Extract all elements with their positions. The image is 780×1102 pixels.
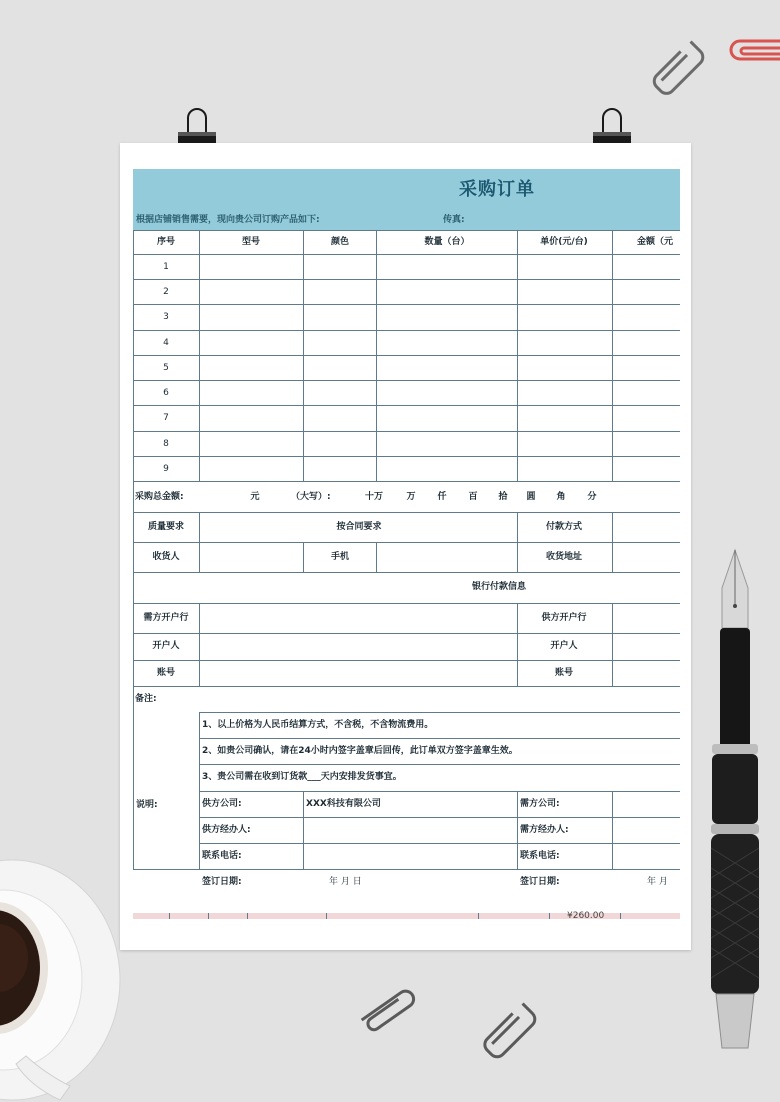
account-holder-label-supplier: 开户人: [550, 641, 578, 651]
red-paper-clip-icon: [728, 38, 780, 66]
fountain-pen-image: [700, 548, 770, 1060]
table-rule: [133, 456, 680, 457]
table-rule: [169, 913, 170, 919]
table-rule: [517, 230, 518, 482]
coffee-cup-image: [0, 820, 122, 1102]
total-capital-label: （大写）:: [291, 492, 331, 502]
address-label: 收货地址: [545, 552, 583, 562]
table-rule: [200, 764, 680, 765]
supplier-bank-label: 供方开户行: [541, 613, 587, 623]
table-rule: [133, 254, 680, 255]
table-rule: [133, 279, 680, 280]
bank-info-title: 银行付款信息: [471, 582, 527, 592]
table-rule: [133, 603, 680, 604]
fax-label: 传真:: [443, 215, 465, 225]
table-rule: [199, 230, 200, 482]
table-rule: [620, 913, 621, 919]
account-holder-label: 开户人: [152, 641, 180, 651]
table-rule: [612, 603, 613, 687]
table-rule: [133, 660, 680, 661]
buyer-agent-label: 需方经办人:: [520, 825, 569, 835]
unit-fen: 分: [587, 492, 597, 502]
total-amount-label: 采购总金额:: [135, 492, 184, 502]
buyer-bank-label: 需方开户行: [143, 613, 189, 623]
unit-hundred: 百: [468, 492, 478, 502]
table-rule: [133, 230, 680, 231]
note-item: 1、以上价格为人民币结算方式，不含税，不含物流费用。: [202, 720, 434, 730]
table-rule: [200, 738, 680, 739]
note-item: 3、贵公司需在收到订货款___天内安排发货事宜。: [202, 772, 402, 782]
supplier-company-value: XXX科技有限公司: [306, 799, 381, 809]
table-rule: [199, 512, 200, 573]
note-item: 2、如贵公司确认，请在24小时内签字盖章后回传，此订单双方签字盖章生效。: [202, 746, 518, 756]
row-number: 4: [163, 338, 169, 348]
unit-ten-thousand: 万: [406, 492, 416, 502]
total-yuan: 元: [250, 492, 260, 502]
row-number: 1: [163, 262, 169, 272]
column-header-quantity: 数量（台）: [424, 237, 470, 247]
buyer-contact-phone-label: 联系电话:: [520, 851, 560, 861]
table-rule: [517, 512, 518, 573]
table-rule: [376, 230, 377, 482]
buyer-company-label: 需方公司:: [520, 799, 560, 809]
table-rule: [612, 791, 613, 870]
unit-hundred-thousand: 十万: [364, 492, 384, 502]
supplier-sign-date-value: 年 月 日: [329, 877, 362, 887]
paper-clip-icon: [642, 34, 708, 100]
supplier-contact-phone-label: 联系电话:: [202, 851, 242, 861]
payment-method-label: 付款方式: [545, 522, 583, 532]
form-title: 采购订单: [459, 179, 535, 200]
table-rule: [200, 712, 680, 713]
table-rule: [133, 633, 680, 634]
table-rule: [376, 542, 377, 573]
table-rule: [303, 542, 304, 573]
table-rule: [133, 512, 680, 513]
table-rule: [208, 913, 209, 919]
quality-value: 按合同要求: [336, 522, 382, 532]
supplier-agent-label: 供方经办人:: [202, 825, 251, 835]
table-rule: [133, 330, 680, 331]
table-rule: [133, 230, 134, 870]
table-rule: [326, 913, 327, 919]
supplier-sign-date-label: 签订日期:: [202, 877, 242, 887]
table-rule: [200, 843, 680, 844]
table-rule: [133, 830, 134, 870]
row-number: 8: [163, 439, 169, 449]
remarks-label: 备注:: [135, 694, 157, 704]
buyer-sign-date-value: 年 月: [647, 877, 668, 887]
unit-thousand: 仟: [437, 492, 447, 502]
paper-clip-icon: [355, 980, 425, 1040]
table-rule: [133, 686, 680, 687]
row-number: 5: [163, 363, 169, 373]
table-rule: [133, 380, 680, 381]
table-rule: [133, 304, 680, 305]
row-number: 9: [163, 464, 169, 474]
column-header-color: 颜色: [330, 237, 350, 247]
table-rule: [200, 817, 680, 818]
notes-label: 说明:: [136, 800, 158, 810]
phone-label: 手机: [330, 552, 350, 562]
supplier-company-label: 供方公司:: [202, 799, 242, 809]
paper-clip-icon: [472, 996, 542, 1062]
table-rule: [247, 913, 248, 919]
unit-ten: 拾: [498, 492, 508, 502]
table-rule: [303, 230, 304, 482]
account-number-label: 账号: [156, 668, 176, 678]
next-page-amount: ¥260.00: [567, 911, 605, 919]
table-rule: [199, 712, 200, 870]
row-number: 6: [163, 388, 169, 398]
table-rule: [199, 603, 200, 687]
table-rule: [517, 603, 518, 687]
table-rule: [549, 913, 550, 919]
table-rule: [517, 791, 518, 870]
table-rule: [133, 542, 680, 543]
row-number: 3: [163, 312, 169, 322]
row-number: 2: [163, 287, 169, 297]
table-rule: [133, 355, 680, 356]
table-rule: [133, 481, 680, 482]
order-sheet: [120, 143, 691, 950]
row-number: 7: [163, 413, 169, 423]
table-rule: [200, 791, 680, 792]
unit-yuan: 圆: [526, 492, 536, 502]
account-number-label-supplier: 账号: [554, 668, 574, 678]
receiver-label: 收货人: [152, 552, 180, 562]
form-header: [133, 169, 680, 230]
buyer-sign-date-label: 签订日期:: [520, 877, 560, 887]
table-rule: [612, 512, 613, 573]
table-rule: [133, 431, 680, 432]
purchase-order-form: [133, 169, 680, 919]
unit-jiao: 角: [556, 492, 566, 502]
column-header-model: 型号: [241, 237, 261, 247]
intro-text: 根据店铺销售需要，现向贵公司订购产品如下:: [136, 215, 320, 225]
quality-label: 质量要求: [147, 522, 185, 532]
table-rule: [133, 572, 680, 573]
table-rule: [303, 791, 304, 870]
table-rule: [612, 230, 613, 482]
table-rule: [133, 869, 680, 870]
column-header-amount: 金额（元: [637, 237, 674, 247]
column-header-unit-price: 单价(元/台): [540, 237, 588, 247]
table-rule: [478, 913, 479, 919]
table-rule: [133, 405, 680, 406]
column-header-index: 序号: [156, 237, 176, 247]
